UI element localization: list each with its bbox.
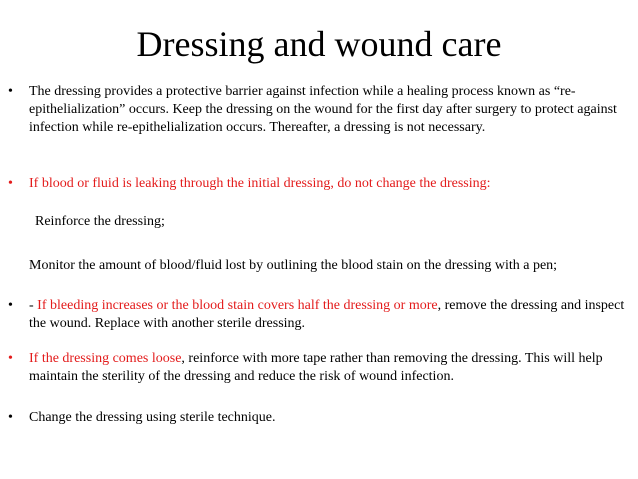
instruction-reinforce: Reinforce the dressing; bbox=[35, 214, 165, 229]
bullet-icon: • bbox=[8, 351, 13, 366]
rest-text: , reinforce with more tape rather than removing the dressing. This will help maintain the sterility of the dressing and reduce the risk of wound infection. bbox=[29, 351, 603, 384]
bullet-text bbox=[29, 297, 638, 333]
bullet-icon: • bbox=[8, 176, 13, 191]
rest-text: , remove the dressing and inspect the wound. Replace with another sterile dressing. bbox=[29, 298, 625, 331]
slide-title: Dressing and wound care bbox=[136, 24, 502, 64]
highlight-text: If the dressing comes loose bbox=[29, 351, 182, 366]
bullet-text bbox=[29, 350, 638, 386]
bullet-text: The dressing provides a protective barrier against infection while a healing process known as “re-epithelialization” occurs. Keep the dressing on the wound for the first day after surgery to protect against infection while re-epithelialization occurs. Thereafter, a dressing is not necessary. bbox=[29, 84, 617, 135]
dash-prefix: - bbox=[29, 298, 38, 313]
bullet-text: If blood or fluid is leaking through the initial dressing, do not change the dressing: bbox=[29, 176, 491, 191]
bullet-icon: • bbox=[8, 410, 13, 425]
bullet-icon: • bbox=[8, 84, 13, 99]
highlight-text: If bleeding increases or the blood stain covers half the dressing or more bbox=[37, 298, 438, 313]
instruction-monitor: Monitor the amount of blood/fluid lost by outlining the blood stain on the dressing with a pen; bbox=[29, 258, 558, 273]
bullet-icon: • bbox=[8, 298, 13, 313]
bullet-text: Change the dressing using sterile technique. bbox=[29, 410, 276, 425]
